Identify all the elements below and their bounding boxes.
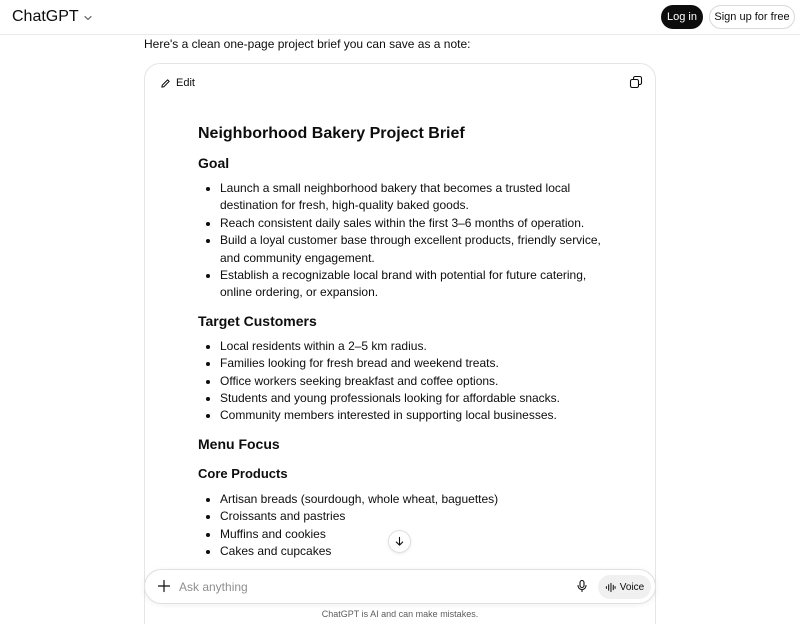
document-body <box>198 122 608 561</box>
plus-icon[interactable] <box>157 579 171 593</box>
list-item: Students and young professionals looking for affordable snacks. <box>198 390 608 407</box>
customers-list <box>198 338 608 425</box>
list-item: Office workers seeking breakfast and coffee options. <box>198 373 608 390</box>
list-item: Reach consistent daily sales within the first 3–6 months of operation. <box>198 215 608 232</box>
section-heading-menu: Menu Focus <box>198 435 280 452</box>
list-item: Muffins and cookies <box>198 526 608 543</box>
list-item: Launch a small neighborhood bakery that becomes a trusted local destination for fresh, high-quality baked goods. <box>198 180 608 215</box>
goal-list <box>198 180 608 302</box>
microphone-icon[interactable] <box>575 579 589 593</box>
voice-button[interactable] <box>598 575 651 599</box>
assistant-message-intro: Here's a clean one-page project brief you can save as a note: <box>144 37 471 51</box>
arrow-down-icon <box>394 536 405 547</box>
document-title: Neighborhood Bakery Project Brief <box>198 125 465 142</box>
edit-button[interactable] <box>153 72 202 94</box>
section-heading-goal: Goal <box>198 155 230 171</box>
model-switcher[interactable] <box>12 8 93 26</box>
subheading-core-products: Core Products <box>198 465 288 481</box>
brand-name: ChatGPT <box>12 8 79 25</box>
copy-icon[interactable] <box>629 75 643 89</box>
composer <box>144 569 656 604</box>
section-heading-customers: Target Customers <box>198 312 317 329</box>
login-button[interactable]: Log in <box>661 5 703 29</box>
prompt-input[interactable] <box>179 576 559 598</box>
signup-button[interactable]: Sign up for free <box>709 5 795 29</box>
list-item: Community members interested in supporting local businesses. <box>198 407 608 424</box>
list-item: Families looking for fresh bread and weekend treats. <box>198 355 608 372</box>
list-item: Build a loyal customer base through excellent products, friendly service, and community engagement. <box>198 232 608 267</box>
list-item: Cakes and cupcakes <box>198 543 608 560</box>
waveform-icon <box>605 582 616 593</box>
pencil-icon <box>160 78 171 89</box>
voice-label: Voice <box>619 581 645 593</box>
edit-label: Edit <box>176 77 195 89</box>
list-item: Establish a recognizable local brand with potential for future catering, online ordering, or expansion. <box>198 267 608 302</box>
list-item: Croissants and pastries <box>198 508 608 525</box>
chevron-down-icon <box>83 13 93 23</box>
list-item: Artisan breads (sourdough, whole wheat, baguettes) <box>198 491 608 508</box>
top-bar <box>0 0 800 35</box>
scroll-to-bottom-button[interactable] <box>388 530 411 553</box>
list-item: Local residents within a 2–5 km radius. <box>198 338 608 355</box>
disclaimer-text: ChatGPT is AI and can make mistakes. <box>321 609 479 619</box>
